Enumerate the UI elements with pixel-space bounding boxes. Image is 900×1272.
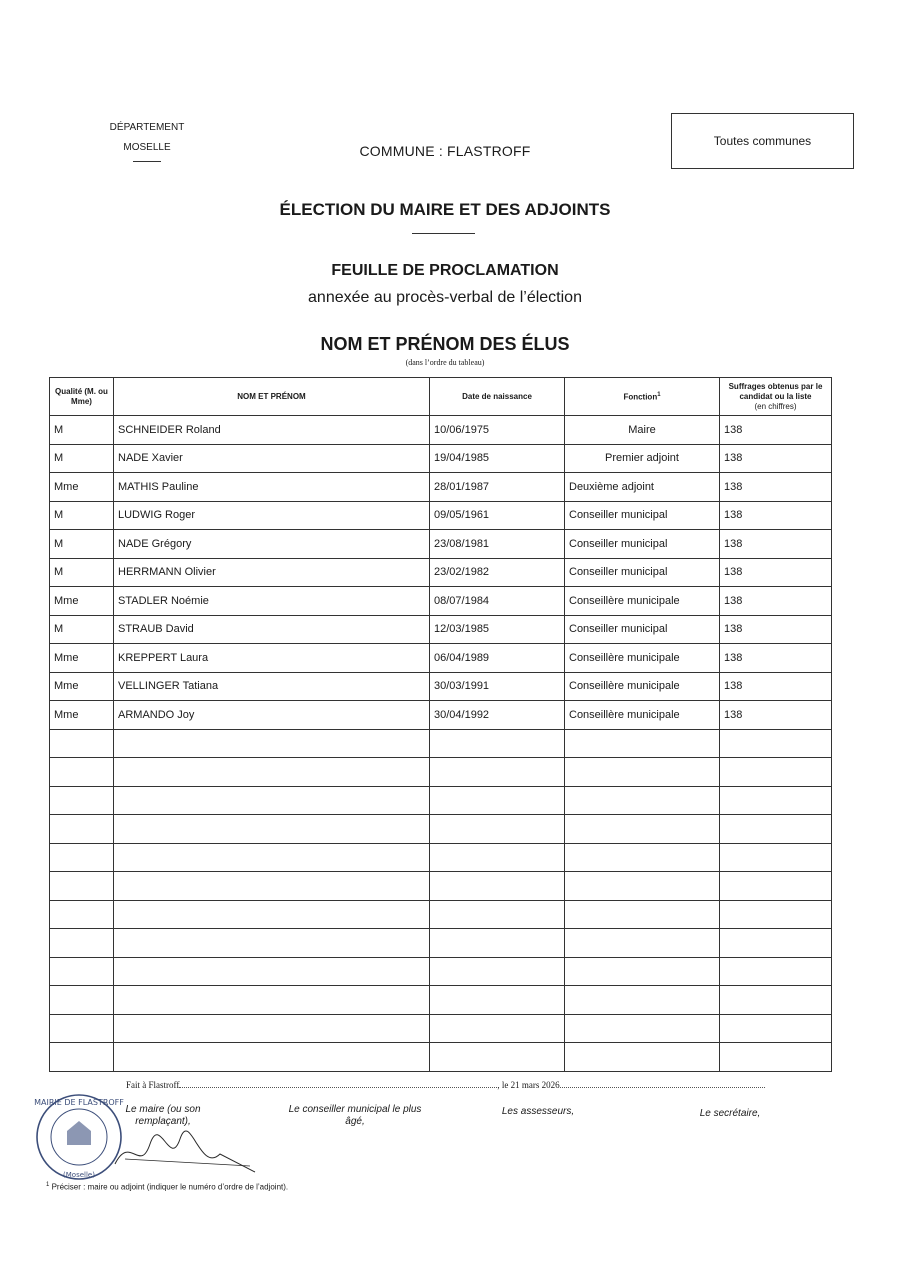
header-fonction-label: Fonction	[623, 392, 658, 402]
table-row	[50, 501, 832, 530]
departement-label: DÉPARTEMENT	[109, 122, 185, 133]
empty-cell-nom	[114, 786, 430, 815]
fait-a-line	[126, 1079, 765, 1090]
cell-fonction: Conseillère municipale	[565, 644, 720, 673]
cell-suffrages: 138	[720, 672, 832, 701]
svg-text:MAIRIE DE FLASTROFF: MAIRIE DE FLASTROFF	[34, 1098, 124, 1107]
cell-nom: VELLINGER Tatiana	[114, 672, 430, 701]
empty-row	[50, 872, 832, 901]
empty-cell-qualite	[50, 1043, 114, 1072]
cell-nom: HERRMANN Olivier	[114, 558, 430, 587]
empty-cell-suffrages	[720, 929, 832, 958]
empty-cell-fonction	[565, 872, 720, 901]
svg-text:(Moselle): (Moselle)	[63, 1171, 95, 1179]
empty-row	[50, 1014, 832, 1043]
table-row	[50, 644, 832, 673]
cell-suffrages: 138	[720, 473, 832, 502]
header-suffrages	[720, 378, 832, 416]
empty-cell-nom	[114, 1043, 430, 1072]
header-fonction-footnote: 1	[657, 392, 661, 399]
page-title: ÉLECTION DU MAIRE ET DES ADJOINTS	[279, 200, 611, 219]
cell-nom: NADE Xavier	[114, 444, 430, 473]
empty-cell-date	[430, 957, 565, 986]
order-note: (dans l’ordre du tableau)	[405, 358, 485, 367]
cell-fonction: Conseiller municipal	[565, 530, 720, 559]
cell-qualite: Mme	[50, 644, 114, 673]
empty-cell-date	[430, 929, 565, 958]
annex-subtitle: annexée au procès-verbal de l’élection	[308, 289, 582, 306]
table-row	[50, 615, 832, 644]
signature-assesseurs: Les assesseurs,	[501, 1106, 575, 1117]
cell-suffrages: 138	[720, 501, 832, 530]
cell-nom: SCHNEIDER Roland	[114, 416, 430, 445]
empty-cell-nom	[114, 758, 430, 787]
signature-scribble-icon	[110, 1124, 260, 1184]
empty-cell-fonction	[565, 786, 720, 815]
empty-row	[50, 1043, 832, 1072]
empty-cell-nom	[114, 986, 430, 1015]
empty-cell-qualite	[50, 957, 114, 986]
cell-fonction: Conseillère municipale	[565, 672, 720, 701]
cell-suffrages: 138	[720, 587, 832, 616]
table-row	[50, 416, 832, 445]
header-fonction	[565, 378, 720, 416]
cell-qualite: Mme	[50, 701, 114, 730]
cell-fonction: Premier adjoint	[565, 444, 720, 473]
cell-fonction: Conseiller municipal	[565, 615, 720, 644]
empty-cell-qualite	[50, 843, 114, 872]
empty-cell-nom	[114, 1014, 430, 1043]
footnote	[46, 1182, 288, 1192]
empty-cell-qualite	[50, 929, 114, 958]
empty-cell-date	[430, 900, 565, 929]
empty-cell-suffrages	[720, 758, 832, 787]
table-row	[50, 672, 832, 701]
empty-cell-date	[430, 758, 565, 787]
header-suffrages-label: Suffrages obtenus par le candidat ou la liste	[728, 381, 823, 401]
empty-cell-suffrages	[720, 986, 832, 1015]
commune-label: COMMUNE : FLASTROFF	[359, 143, 531, 159]
cell-qualite: M	[50, 501, 114, 530]
empty-cell-date	[430, 872, 565, 901]
cell-date: 30/04/1992	[430, 701, 565, 730]
empty-cell-fonction	[565, 815, 720, 844]
cell-date: 08/07/1984	[430, 587, 565, 616]
empty-row	[50, 900, 832, 929]
table-header-row	[50, 378, 832, 416]
toutes-communes-text: Toutes communes	[713, 134, 812, 148]
title-divider	[412, 233, 475, 234]
cell-date: 30/03/1991	[430, 672, 565, 701]
empty-cell-suffrages	[720, 1014, 832, 1043]
departement-value: MOSELLE	[123, 142, 171, 153]
names-heading: NOM ET PRÉNOM DES ÉLUS	[320, 334, 570, 354]
empty-cell-fonction	[565, 1043, 720, 1072]
fait-date: , le 21 mars 2026	[497, 1080, 560, 1090]
dotted-line	[179, 1079, 497, 1088]
empty-row	[50, 986, 832, 1015]
empty-cell-fonction	[565, 1014, 720, 1043]
empty-row	[50, 758, 832, 787]
empty-cell-qualite	[50, 758, 114, 787]
empty-cell-qualite	[50, 729, 114, 758]
header-suffrages-note: (en chiffres)	[754, 401, 797, 411]
empty-cell-suffrages	[720, 815, 832, 844]
cell-qualite: Mme	[50, 672, 114, 701]
elected-table	[49, 377, 832, 1072]
footnote-mark: 1	[46, 1182, 50, 1188]
empty-cell-qualite	[50, 900, 114, 929]
empty-cell-qualite	[50, 986, 114, 1015]
table-row	[50, 530, 832, 559]
cell-suffrages: 138	[720, 416, 832, 445]
header-qualite: Qualité (M. ou Mme)	[50, 378, 114, 416]
cell-suffrages: 138	[720, 701, 832, 730]
header-date: Date de naissance	[430, 378, 565, 416]
header-nom: NOM ET PRÉNOM	[114, 378, 430, 416]
empty-cell-suffrages	[720, 900, 832, 929]
cell-nom: MATHIS Pauline	[114, 473, 430, 502]
empty-cell-nom	[114, 929, 430, 958]
empty-cell-qualite	[50, 872, 114, 901]
cell-date: 23/02/1982	[430, 558, 565, 587]
empty-cell-date	[430, 1043, 565, 1072]
empty-cell-nom	[114, 843, 430, 872]
cell-qualite: M	[50, 530, 114, 559]
empty-cell-date	[430, 815, 565, 844]
empty-cell-suffrages	[720, 1043, 832, 1072]
empty-cell-fonction	[565, 929, 720, 958]
cell-suffrages: 138	[720, 644, 832, 673]
cell-qualite: Mme	[50, 587, 114, 616]
empty-cell-nom	[114, 872, 430, 901]
proclamation-heading: FEUILLE DE PROCLAMATION	[331, 262, 559, 279]
cell-suffrages: 138	[720, 615, 832, 644]
cell-date: 10/06/1975	[430, 416, 565, 445]
empty-cell-suffrages	[720, 786, 832, 815]
cell-qualite: M	[50, 558, 114, 587]
cell-nom: LUDWIG Roger	[114, 501, 430, 530]
cell-nom: STADLER Noémie	[114, 587, 430, 616]
cell-nom: ARMANDO Joy	[114, 701, 430, 730]
empty-cell-date	[430, 843, 565, 872]
empty-row	[50, 815, 832, 844]
empty-cell-suffrages	[720, 843, 832, 872]
signature-conseiller: Le conseiller municipal le plus âgé,	[288, 1104, 422, 1127]
empty-row	[50, 843, 832, 872]
empty-row	[50, 929, 832, 958]
departement-block	[92, 121, 202, 162]
cell-fonction: Conseiller municipal	[565, 558, 720, 587]
footnote-text: Préciser : maire ou adjoint (indiquer le numéro d’ordre de l’adjoint).	[51, 1182, 289, 1192]
empty-cell-nom	[114, 957, 430, 986]
empty-cell-suffrages	[720, 729, 832, 758]
cell-date: 12/03/1985	[430, 615, 565, 644]
table-row	[50, 701, 832, 730]
empty-cell-fonction	[565, 900, 720, 929]
cell-qualite: M	[50, 416, 114, 445]
empty-row	[50, 729, 832, 758]
empty-cell-fonction	[565, 986, 720, 1015]
table-row	[50, 444, 832, 473]
empty-cell-date	[430, 986, 565, 1015]
fait-a-label: Fait à Flastroff	[126, 1080, 180, 1090]
cell-qualite: M	[50, 444, 114, 473]
empty-cell-nom	[114, 900, 430, 929]
cell-fonction: Maire	[565, 416, 720, 445]
table-row	[50, 558, 832, 587]
cell-fonction: Conseiller municipal	[565, 501, 720, 530]
signature-maire: Le maire (ou son remplaçant),	[125, 1104, 201, 1127]
cell-fonction: Deuxième adjoint	[565, 473, 720, 502]
empty-cell-date	[430, 786, 565, 815]
cell-date: 06/04/1989	[430, 644, 565, 673]
empty-cell-fonction	[565, 729, 720, 758]
cell-qualite: Mme	[50, 473, 114, 502]
toutes-communes-box	[671, 113, 854, 169]
empty-cell-qualite	[50, 815, 114, 844]
cell-date: 28/01/1987	[430, 473, 565, 502]
cell-fonction: Conseillère municipale	[565, 587, 720, 616]
empty-cell-qualite	[50, 786, 114, 815]
cell-date: 23/08/1981	[430, 530, 565, 559]
empty-cell-nom	[114, 729, 430, 758]
signature-secretaire: Le secrétaire,	[699, 1108, 761, 1119]
cell-suffrages: 138	[720, 558, 832, 587]
empty-cell-date	[430, 1014, 565, 1043]
empty-cell-fonction	[565, 843, 720, 872]
cell-date: 09/05/1961	[430, 501, 565, 530]
table-row	[50, 473, 832, 502]
dotted-line	[560, 1079, 765, 1088]
cell-nom: NADE Grégory	[114, 530, 430, 559]
divider	[133, 161, 161, 162]
empty-cell-date	[430, 729, 565, 758]
table-row	[50, 587, 832, 616]
empty-row	[50, 786, 832, 815]
cell-suffrages: 138	[720, 444, 832, 473]
empty-cell-suffrages	[720, 957, 832, 986]
empty-cell-suffrages	[720, 872, 832, 901]
cell-date: 19/04/1985	[430, 444, 565, 473]
cell-qualite: M	[50, 615, 114, 644]
empty-cell-qualite	[50, 1014, 114, 1043]
cell-fonction: Conseillère municipale	[565, 701, 720, 730]
cell-nom: STRAUB David	[114, 615, 430, 644]
empty-cell-nom	[114, 815, 430, 844]
cell-suffrages: 138	[720, 530, 832, 559]
empty-cell-fonction	[565, 758, 720, 787]
empty-cell-fonction	[565, 957, 720, 986]
cell-nom: KREPPERT Laura	[114, 644, 430, 673]
empty-row	[50, 957, 832, 986]
